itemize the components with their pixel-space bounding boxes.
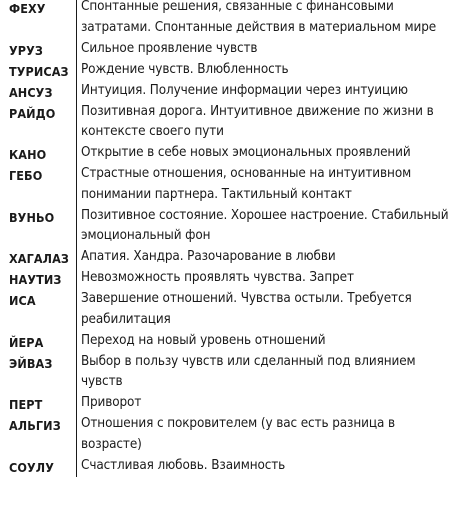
rune-description: Невозможность проявлять чувства. Запрет (76, 268, 459, 289)
rune-description: Отношения с покровителем (у вас есть разница в возрасте) (76, 414, 459, 456)
table-row (0, 414, 459, 456)
table-row (0, 352, 459, 394)
table-row (0, 39, 459, 60)
rune-name: ВУНЬО (9, 209, 55, 225)
rune-name: РАЙДО (9, 105, 56, 121)
table-row (0, 393, 459, 414)
rune-name: ЭЙВАЗ (9, 355, 53, 371)
rune-description: Позитивное состояние. Хорошее настроение. Стабильный эмоциональный фон (76, 206, 459, 248)
rune-description: Интуиция. Получение информации через интуицию (76, 81, 459, 102)
table-row (0, 268, 459, 289)
table-row (0, 247, 459, 268)
rune-description: Апатия. Хандра. Разочарование в любви (76, 247, 459, 268)
rune-description: Рождение чувств. Влюбленность (76, 60, 459, 81)
rune-name: ФЕХУ (9, 1, 46, 16)
rune-name: ГЕБО (9, 168, 43, 183)
table-row (0, 289, 459, 331)
rune-description: Счастливая любовь. Взаимность (76, 456, 459, 477)
rune-name: ХАГАЛАЗ (9, 251, 69, 266)
table-row (0, 143, 459, 164)
table-row (0, 331, 459, 352)
rune-description: Страстные отношения, основанные на интуитивном понимании партнера. Тактильный контакт (76, 164, 459, 206)
table-row (0, 102, 459, 144)
rune-description: Приворот (76, 393, 459, 414)
table-row (0, 206, 459, 248)
rune-name: ЙЕРА (9, 334, 44, 350)
rune-description: Позитивная дорога. Интуитивное движение по жизни в контексте своего пути (76, 102, 459, 144)
table-row (0, 60, 459, 81)
table-row (0, 456, 459, 477)
rune-description: Переход на новый уровень отношений (76, 331, 459, 352)
rune-name: АНСУЗ (9, 84, 53, 100)
rune-name: ТУРИСАЗ (9, 63, 69, 79)
rune-name: КАНО (9, 147, 47, 162)
table-row (0, 164, 459, 206)
rune-name: НАУТИЗ (9, 272, 62, 287)
rune-name: СОУЛУ (9, 459, 54, 475)
rune-name: АЛЬГИЗ (9, 418, 61, 433)
rune-description: Спонтанные решения, связанные с финансовыми затратами. Спонтанные действия в материальном мире (76, 0, 459, 39)
rune-description: Выбор в пользу чувств или сделанный под влиянием чувств (76, 352, 459, 394)
table-row (0, 0, 459, 39)
rune-name: ИСА (9, 293, 36, 308)
rune-description: Открытие в себе новых эмоциональных проявлений (76, 143, 459, 164)
rune-description: Сильное проявление чувств (76, 39, 459, 60)
table-row (0, 81, 459, 102)
rune-description: Завершение отношений. Чувства остыли. Требуется реабилитация (76, 289, 459, 331)
rune-name: УРУЗ (9, 42, 43, 58)
rune-name: ПЕРТ (9, 397, 43, 412)
